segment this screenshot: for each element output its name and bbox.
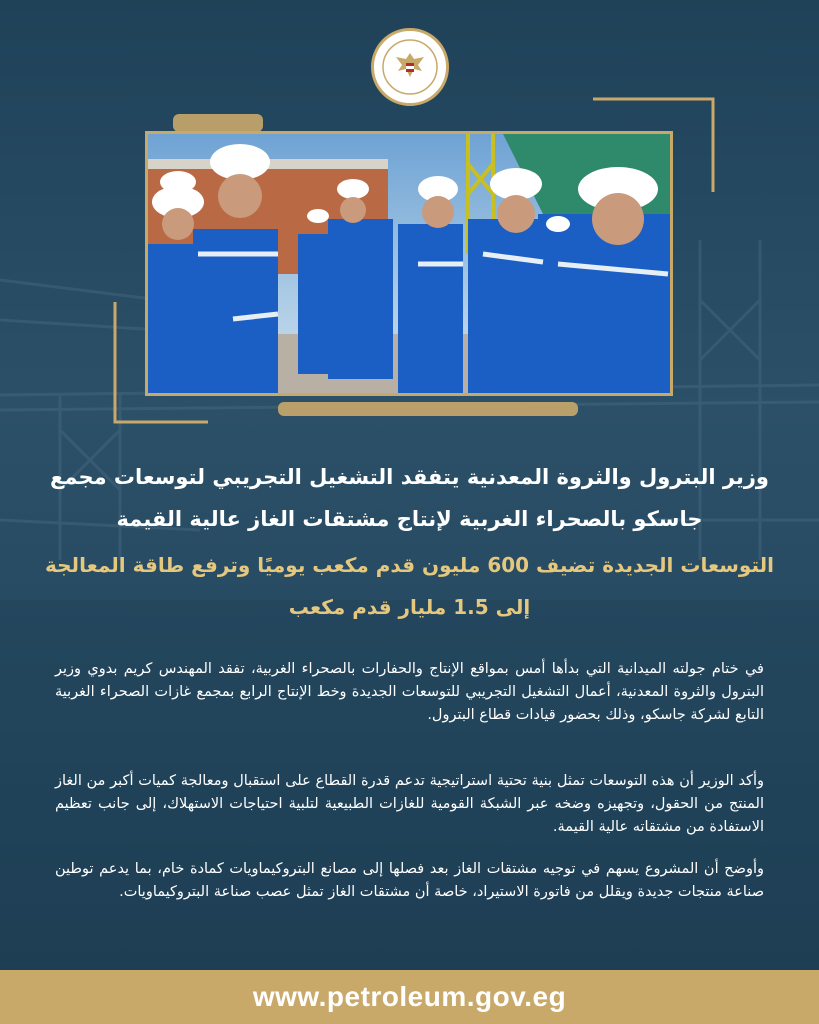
headline-subtitle: التوسعات الجديدة تضيف 600 مليون قدم مكعب يوميًا وترفع طاقة المعالجة إلى 1.5 مليار قدم مكعب — [45, 553, 774, 619]
footer-bar — [0, 970, 819, 1024]
body-paragraph-3: وأوضح أن المشروع يسهم في توجيه مشتقات الغاز بعد فصلها إلى مصانع البتروكيماويات كمادة خام، بما يدعم توطين صناعة منتجات جديدة ويقلل من فاتورة الاستيراد، خاصة أن مشتقات الغاز تمثل عصب صناعة البتروكيماويات. — [55, 861, 764, 900]
body-paragraph-2: وأكد الوزير أن هذه التوسعات تمثل بنية تحتية استراتيجية تدعم قدرة القطاع على استقبال ومعالجة كميات أكبر من الغاز المنتج من الحقول، وتجهيزه وضخه عبر الشبكة القومية للغازات الطبيعية لتلبية احتياجات الاستهلاك، إلى جانب تعظيم الاستفادة من مشتقاته عالية القيمة. — [55, 773, 764, 835]
website-link[interactable]: www.petroleum.gov.eg — [252, 981, 567, 1012]
ministry-logo — [371, 28, 449, 106]
site-visit-photo — [145, 131, 673, 396]
headline-title: وزير البترول والثروة المعدنية يتفقد التشغيل التجريبي لتوسعات مجمع جاسكو بالصحراء الغربية لإنتاج مشتقات الغاز عالية القيمة — [50, 465, 769, 531]
eagle-emblem-icon — [380, 37, 440, 97]
body-paragraph-1: في ختام جولته الميدانية التي بدأها أمس بمواقع الإنتاج والحفارات بالصحراء الغربية، تفقد المهندس كريم بدوي وزير البترول والثروة المعدنية، أعمال التشغيل التجريبي للتوسعات الجديدة وخط الإنتاج الرابع بمجمع غازات الصحراء الغربية التابع لشركة جاسكو، وذلك بحضور قيادات قطاع البترول. — [55, 661, 764, 723]
